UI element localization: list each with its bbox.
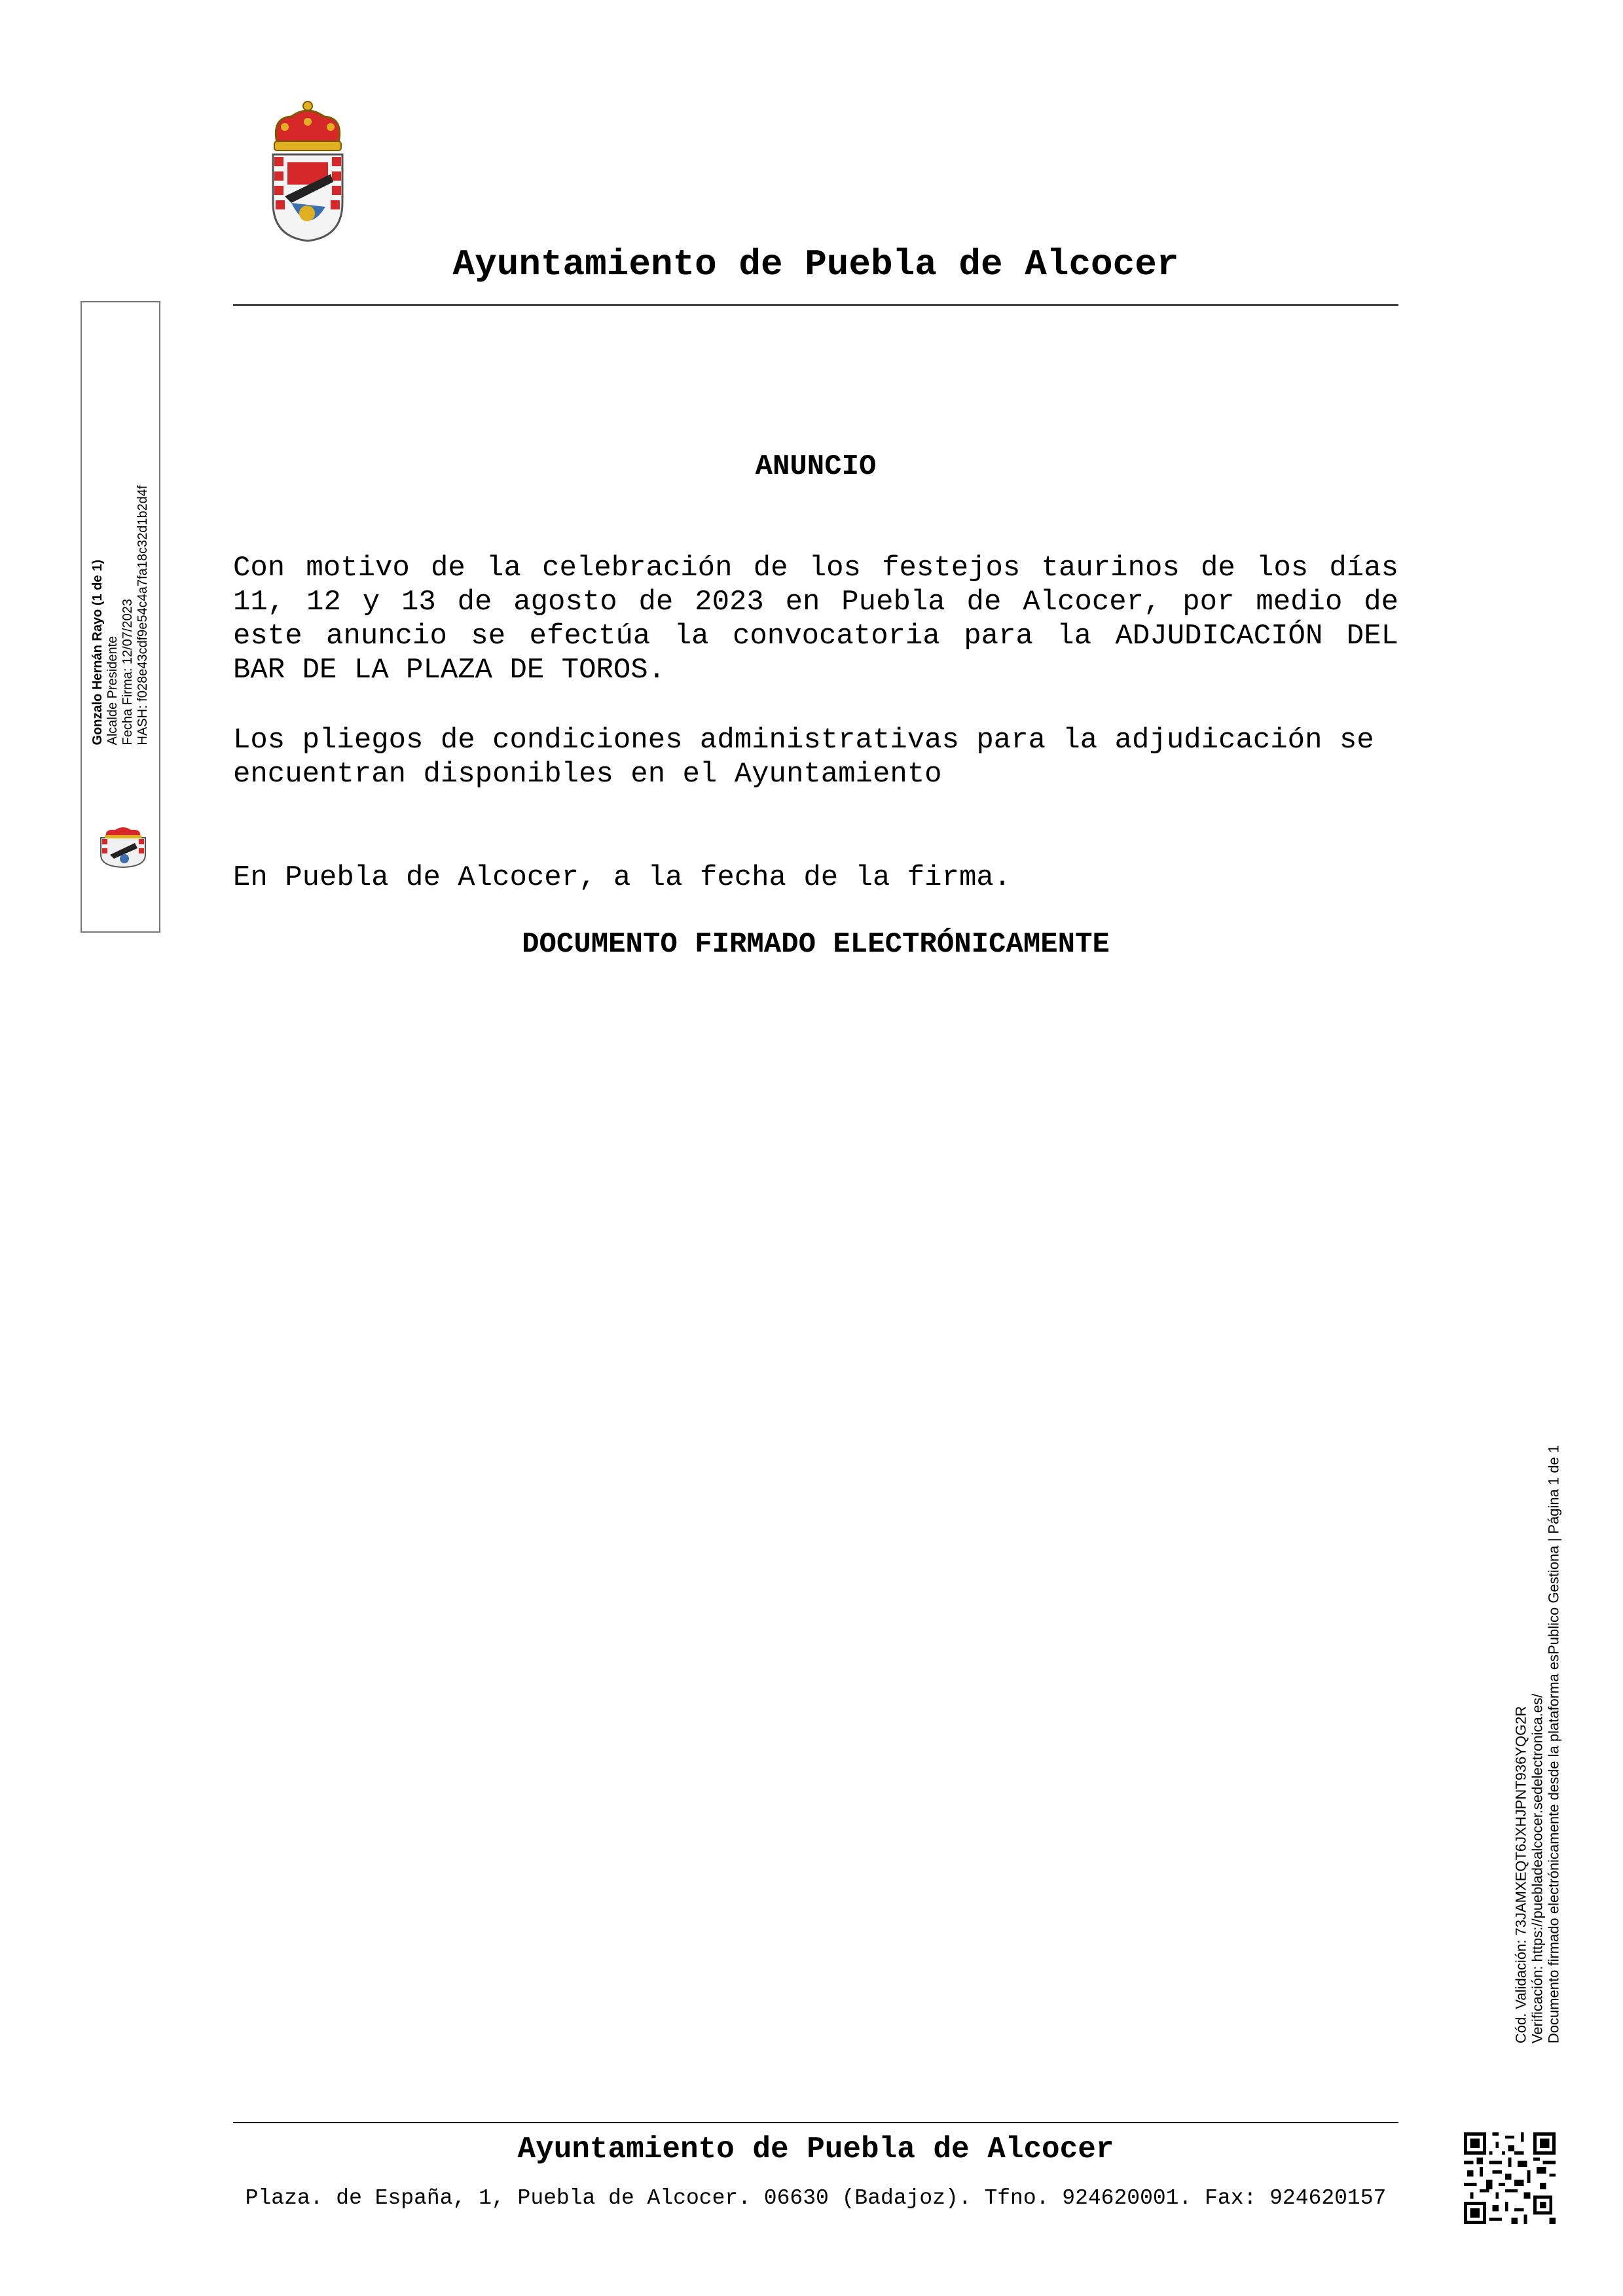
footer-divider bbox=[233, 2122, 1398, 2123]
signer-name: Gonzalo Hernán Rayo (1 de 1) bbox=[90, 560, 105, 745]
coat-of-arms-icon bbox=[265, 98, 350, 243]
header-divider bbox=[233, 304, 1398, 306]
verification-url: Verificación: https://puebladealcocer.sedelectronica.es/ bbox=[1529, 1693, 1546, 2044]
signed-electronically-note: DOCUMENTO FIRMADO ELECTRÓNICAMENTE bbox=[522, 928, 1110, 961]
qr-code-icon bbox=[1464, 2132, 1556, 2224]
footer-address: Plaza. de España, 1, Puebla de Alcocer. 06630 (Badajoz). Tfno. 924620001. Fax: 924620157 bbox=[245, 2186, 1387, 2210]
announcement-paragraph: Con motivo de la celebración de los festejos taurinos de los días 11, 12 y 13 de agosto de 2023 en Puebla de Alcocer, por medio de este anuncio se efectúa la convocatoria para la ADJUDICACIÓN DEL BAR DE LA PLAZA DE TOROS. bbox=[233, 552, 1398, 687]
signature-crest-icon bbox=[96, 826, 151, 868]
header-title: Ayuntamiento de Puebla de Alcocer bbox=[452, 243, 1179, 285]
signature-hash: HASH: f028e43cdf9e54c4a7fa18c32d1b2d4f bbox=[136, 485, 150, 745]
signature-date: Fecha Firma: 12/07/2023 bbox=[120, 599, 135, 745]
signer-role: Alcalde Presidente bbox=[105, 636, 120, 745]
validation-code: Cód. Validación: 73JAMXEQT6JXHJPNT936YQG2R bbox=[1512, 1706, 1529, 2044]
footer-title: Ayuntamiento de Puebla de Alcocer bbox=[517, 2132, 1114, 2166]
platform-note: Documento firmado electrónicamente desde la plataforma esPublico Gestiona | Página 1 de 1 bbox=[1545, 1444, 1562, 2044]
place-date-line: En Puebla de Alcocer, a la fecha de la firma. bbox=[233, 861, 1012, 894]
conditions-paragraph: Los pliegos de condiciones administrativas para la adjudicación se encuentran disponibles en el Ayuntamiento bbox=[233, 724, 1374, 791]
document-heading: ANUNCIO bbox=[755, 450, 877, 483]
